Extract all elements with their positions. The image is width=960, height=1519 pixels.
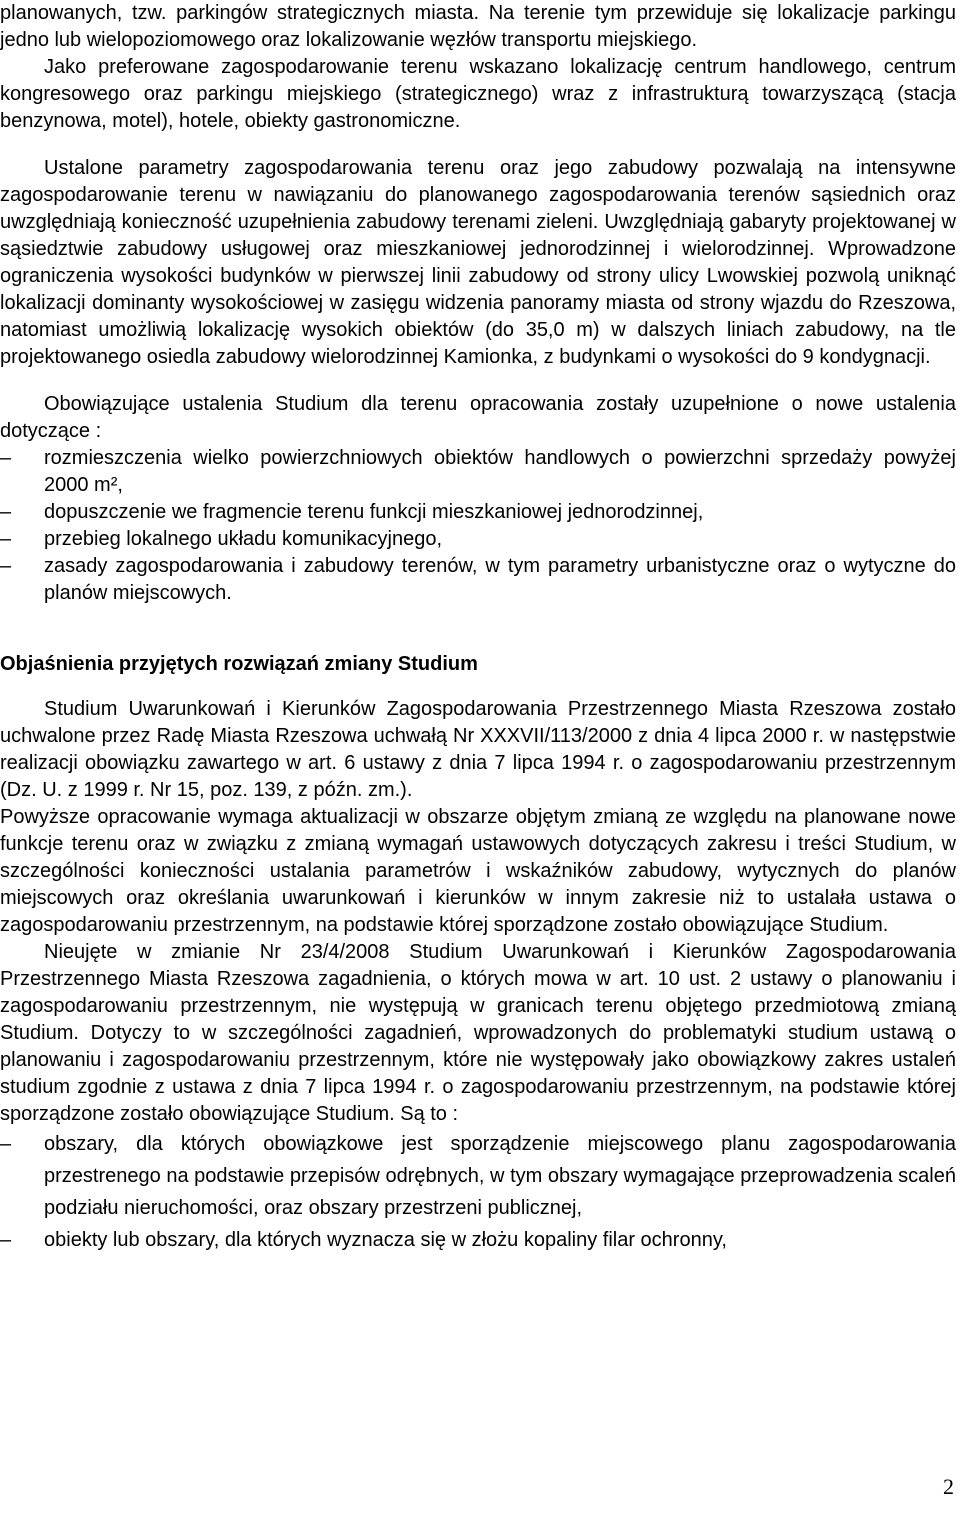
section-heading: Objaśnienia przyjętych rozwiązań zmiany Studium — [0, 653, 478, 675]
dash-bullet-icon: – — [0, 501, 12, 523]
paragraph-update-need: Powyższe opracowanie wymaga aktualizacji w obszarze objętym zmianą ze względu na planowane nowe funkcje terenu oraz w związku z zmianą wymagań ustawowych dotyczących zakresu i treści Studium, w szczególności konieczności ustalania parametrów i wskaźników zabudowy, wytycznych do planów miejscowych oraz określania uwarunkowań i kierunków w innym zakresie niż to ustalała ustawa o zagospodarowaniu przestrzennym, na podstawie której sporządzone zostało obowiązujące Studium. — [0, 806, 956, 936]
spacer — [0, 607, 956, 651]
paragraph-preferred-development: Jako preferowane zagospodarowanie terenu wskazano lokalizację centrum handlowego, centrum kongresowego oraz parkingu miejskiego (strategicznego) wraz z infrastrukturą towarzyszącą (stacja benzynowa, motel), hotele, obiekty gastronomiczne. — [0, 56, 956, 132]
paragraph-study-adoption: Studium Uwarunkowań i Kierunków Zagospodarowania Przestrzennego Miasta Rzeszowa zostało uchwalone przez Radę Miasta Rzeszowa uchwałą Nr XXXVII/113/2000 z dnia 4 lipca 2000 r. w następstwie realizacji obowiązku zawartego w art. 6 ustawy z dnia 7 lipca 1994 r. o zagospodarowaniu przestrzennym (Dz. U. z 1999 r. Nr 15, poz. 139, z późn. zm.). — [0, 698, 956, 801]
dash-bullet-icon: – — [0, 528, 12, 550]
paragraph-parameters: Ustalone parametry zagospodarowania terenu oraz jego zabudowy pozwalają na intensywne zagospodarowanie terenu w nawiązaniu do planowanego zagospodarowania terenów sąsiednich oraz uwzględniają konieczność uzupełnienia zabudowy terenami zieleni. Uwzględniają gabaryty projektowanej w sąsiedztwie zabudowy usługowej oraz mieszkaniowej jednorodzinnej i wielorodzinnej. Wprowadzone ograniczenia wysokości budynków w pierwszej linii zabudowy od strony ulicy Lwowskiej pozwolą uniknąć lokalizacji dominanty wysokościowej w zasięgu widzenia panoramy miasta od strony wjazdu do Rzeszowa, natomiast umożliwią lokalizację wysokich obiektów (do 35,0 m) w dalszych liniach zabudowy, na tle projektowanego osiedla zabudowy wielorodzinnej Kamionka, z budynkami o wysokości do 9 kondygnacji. — [0, 157, 956, 368]
dash-bullet-icon: – — [0, 1133, 12, 1155]
dash-bullet-icon: – — [0, 555, 12, 577]
list-item: – obszary, dla których obowiązkowe jest sporządzenie miejscowego planu zagospodarowania przestrenego na podstawie przepisów odrębnych, w tym obszary wymagające przeprowadzenia scaleń podziału nieruchomości, oraz obszary przestrzeni publicznej, — [0, 1128, 956, 1224]
provisions-list — [0, 445, 956, 607]
spacer — [0, 135, 956, 155]
paragraph-continuation: planowanych, tzw. parkingów strategicznych miasta. Na terenie tym przewiduje się lokalizacje parkingu jedno lub wielopoziomowego oraz lokalizowanie węzłów transportu miejskiego. — [0, 2, 956, 51]
dash-bullet-icon: – — [0, 1229, 12, 1251]
paragraph-not-included: Nieujęte w zmianie Nr 23/4/2008 Studium Uwarunkowań i Kierunków Zagospodarowania Przestrzennego Miasta Rzeszowa zagadnienia, o których mowa w art. 10 ust. 2 ustawy o planowaniu i zagospodarowaniu przestrzennym, nie występują w granicach terenu objętego przedmiotową zmianą Studium. Dotyczy to w szczególności zagadnień, wprowadzonych do problematyki studium ustawą o planowaniu i zagospodarowaniu przestrzennym, które nie występowały jako obowiązkowy zakres ustaleń studium zgodnie z ustawa z dnia 7 lipca 1994 r. o zagospodarowaniu przestrzennym, na podstawie której sporządzone zostało obowiązujące Studium. Są to : — [0, 941, 956, 1125]
page-number: 2 — [943, 1474, 954, 1499]
list-item: – obiekty lub obszary, dla których wyznacza się w złożu kopaliny filar ochronny, — [0, 1224, 956, 1256]
list-item: – dopuszczenie we fragmencie terenu funkcji mieszkaniowej jednorodzinnej, — [0, 499, 956, 526]
list-item: – rozmieszczenia wielko powierzchniowych obiektów handlowych o powierzchni sprzedaży powyżej 2000 m², — [0, 447, 956, 496]
areas-list — [0, 1128, 956, 1256]
paragraph-study-provisions: Obowiązujące ustalenia Studium dla terenu opracowania zostały uzupełnione o nowe ustalenia dotyczące : — [0, 393, 956, 442]
dash-bullet-icon: – — [0, 447, 12, 469]
spacer — [0, 678, 956, 696]
spacer — [0, 371, 956, 391]
list-item: – zasady zagospodarowania i zabudowy terenów, w tym parametry urbanistyczne oraz o wytyczne do planów miejscowych. — [0, 555, 956, 604]
list-item: – przebieg lokalnego układu komunikacyjnego, — [0, 526, 956, 553]
